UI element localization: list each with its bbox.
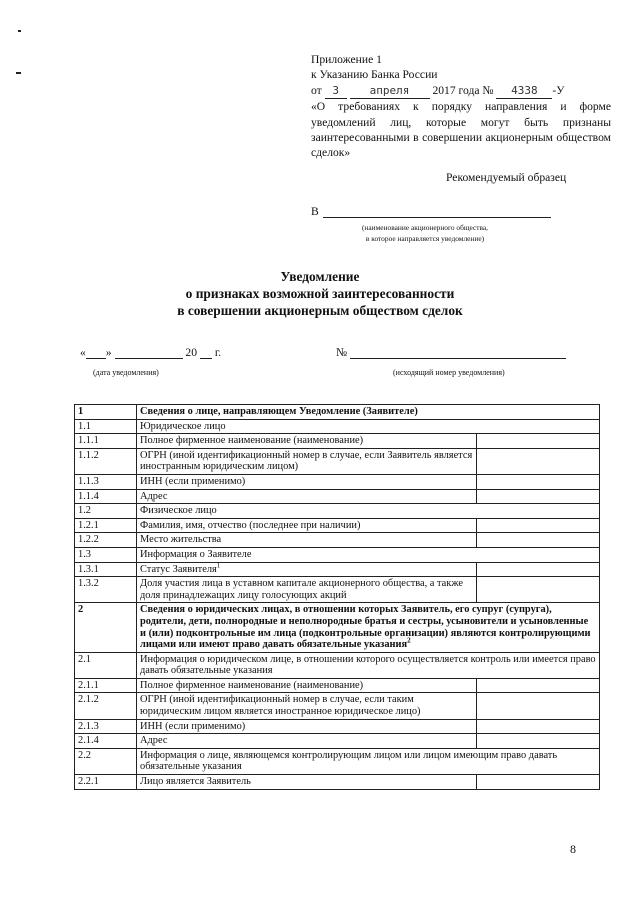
row-label-text: Место жительства <box>140 534 222 546</box>
row-number: 2.1.3 <box>75 719 137 734</box>
date-close-quote: » <box>105 346 112 359</box>
row-value-cell[interactable] <box>477 734 600 749</box>
year-prefix: 20 <box>185 346 197 359</box>
table-row <box>75 434 600 449</box>
row-label <box>137 405 600 420</box>
row-label <box>137 734 477 749</box>
row-label-text: Адрес <box>140 735 168 747</box>
addressee-caption-2: в которое направляется уведомление) <box>365 234 485 243</box>
addressee-label: В <box>311 205 319 218</box>
row-number: 1.3 <box>75 547 137 562</box>
row-number: 1.2 <box>75 504 137 519</box>
row-label <box>137 547 600 562</box>
row-label-text: Доля участия лица в уставном капитале акционерного общества, а также доля принадлежащих лицу голосующих акций <box>140 578 463 601</box>
row-number: 1 <box>75 405 137 420</box>
day-field: 3 <box>325 83 347 99</box>
month-blank <box>115 347 183 359</box>
appendix-line2: к Указанию Банка России <box>311 68 438 82</box>
row-label <box>137 489 477 504</box>
title-line2: о признаках возможной заинтересованности <box>185 286 455 301</box>
addressee-blank <box>323 205 551 218</box>
outgoing-blank <box>350 347 566 359</box>
row-number: 1.2.1 <box>75 518 137 533</box>
row-label <box>137 652 600 678</box>
table-row <box>75 518 600 533</box>
row-number: 2.1.2 <box>75 693 137 719</box>
row-number: 2.2 <box>75 748 137 774</box>
year-text: 2017 года <box>432 83 480 97</box>
row-label-text: Полное фирменное наименование (наименование) <box>140 435 364 447</box>
table-row <box>75 547 600 562</box>
table-row <box>75 652 600 678</box>
title-line3: в совершении акционерным обществом сделок <box>177 303 463 318</box>
row-label-text: Сведения о лице, направляющем Уведомление (Заявителе) <box>140 406 418 417</box>
appendix-subject: «О требованиях к порядку направления и форме уведомлений лиц, которые могут быть признаны заинтересованными в совершении акционерным обществом сделок» <box>311 100 611 160</box>
row-label-text: Фамилия, имя, отчество (последнее при наличии) <box>140 519 361 531</box>
row-label <box>137 577 477 603</box>
row-label-text: Информация о юридическом лице, в отношении которого осуществляется контроль или имеется право давать обязательные указания <box>140 653 596 677</box>
row-label <box>137 448 477 474</box>
page-number: 8 <box>570 842 576 856</box>
row-value-cell[interactable] <box>477 434 600 449</box>
row-number: 2.1.1 <box>75 678 137 693</box>
table-row <box>75 719 600 734</box>
row-value-cell[interactable] <box>477 448 600 474</box>
footnote-mark: 1 <box>216 561 221 570</box>
addressee-caption <box>325 222 525 244</box>
row-label-text: ОГРН (иной идентификационный номер в случае, если Заявитель является иностранным юридическим лицом) <box>140 449 473 473</box>
table-row <box>75 448 600 474</box>
footnote-mark: 2 <box>407 636 411 645</box>
row-label-text: Информация о лице, являющемся контролирующим лицом или лицом имеющим право давать обязательные указания <box>140 749 558 773</box>
title-line1: Уведомление <box>280 269 360 284</box>
row-value-cell[interactable] <box>477 562 600 577</box>
number-label: № <box>482 83 494 97</box>
date-caption: (дата уведомления) <box>93 368 159 377</box>
scan-mark <box>18 30 21 32</box>
row-label <box>137 518 477 533</box>
row-label <box>137 419 600 434</box>
row-number: 1.1.4 <box>75 489 137 504</box>
table-row <box>75 504 600 519</box>
day-blank <box>86 347 106 359</box>
row-number: 2.1.4 <box>75 734 137 749</box>
row-value-cell[interactable] <box>477 719 600 734</box>
row-label-text: Информация о Заявителе <box>140 548 252 560</box>
row-value-cell[interactable] <box>477 518 600 533</box>
row-label <box>137 504 600 519</box>
row-label-text: ИНН (если применимо) <box>140 475 246 487</box>
number-field: 4338 <box>496 83 552 99</box>
outgoing-caption: (исходящий номер уведомления) <box>393 368 505 377</box>
table-row <box>75 577 600 603</box>
table-row <box>75 748 600 774</box>
row-number: 2 <box>75 603 137 652</box>
table-row <box>75 734 600 749</box>
row-value-cell[interactable] <box>477 775 600 790</box>
table-row <box>75 405 600 420</box>
row-label <box>137 719 477 734</box>
appendix-date-line <box>311 83 611 99</box>
table-row <box>75 775 600 790</box>
outgoing-number-line <box>336 346 566 359</box>
row-number: 1.3.2 <box>75 577 137 603</box>
date-open-quote: « <box>80 346 86 359</box>
row-number: 1.1 <box>75 419 137 434</box>
row-label-text: Статус Заявителя <box>140 563 217 575</box>
year-blank <box>200 347 212 359</box>
from-label: от <box>311 83 322 97</box>
row-label <box>137 693 477 719</box>
addressee-caption-1: (наименование акционерного общества, <box>361 223 489 232</box>
row-value-cell[interactable] <box>477 577 600 603</box>
recommended-sample: Рекомендуемый образец <box>446 171 567 184</box>
row-label-text: Полное фирменное наименование (наименование) <box>140 679 364 691</box>
row-number: 1.2.2 <box>75 533 137 548</box>
row-label-text: ОГРН (иной идентификационный номер в случае, если таким юридическим лицом является иностранное юридическое лицо) <box>140 694 421 718</box>
row-label <box>137 562 477 577</box>
row-label-text: Лицо является Заявитель <box>140 776 251 788</box>
row-label <box>137 434 477 449</box>
appendix-line1: Приложение 1 <box>311 53 382 66</box>
notification-table <box>74 404 600 790</box>
table-row <box>75 489 600 504</box>
table-row <box>75 678 600 693</box>
table-row <box>75 693 600 719</box>
row-label-text: Сведения о юридических лицах, в отношении которых Заявитель, его супруг (супруга), родители, дети, полнородные и неполнородные братья и сестры, усыновители и усыновленные и (или) подконтрольные им лица (подконтрольные организации) являются контролирующими лицами или имеют право давать обязательные указания <box>140 604 591 651</box>
table-row <box>75 603 600 652</box>
row-value-cell[interactable] <box>477 489 600 504</box>
year-suffix: г. <box>214 346 222 359</box>
row-number: 1.1.3 <box>75 474 137 489</box>
row-label <box>137 474 477 489</box>
addressee-line <box>311 205 551 218</box>
table-row <box>75 474 600 489</box>
row-number: 1.1.1 <box>75 434 137 449</box>
row-label-text: Физическое лицо <box>140 505 217 517</box>
row-number: 1.1.2 <box>75 448 137 474</box>
row-value-cell[interactable] <box>477 678 600 693</box>
row-label <box>137 775 477 790</box>
scan-mark <box>16 72 21 74</box>
table-row <box>75 419 600 434</box>
row-number: 2.1 <box>75 652 137 678</box>
row-label-text: ИНН (если применимо) <box>140 720 246 732</box>
row-value-cell[interactable] <box>477 474 600 489</box>
month-field: апреля <box>350 83 430 99</box>
table-row <box>75 562 600 577</box>
table-row <box>75 533 600 548</box>
number-suffix: -У <box>552 83 565 97</box>
row-label-text: Адрес <box>140 490 168 502</box>
row-number: 2.2.1 <box>75 775 137 790</box>
row-label <box>137 748 600 774</box>
appendix-block <box>311 52 611 161</box>
row-value-cell[interactable] <box>477 693 600 719</box>
document-title <box>120 268 520 319</box>
row-label <box>137 533 477 548</box>
outgoing-label: № <box>336 346 348 359</box>
row-label <box>137 603 600 652</box>
row-number: 1.3.1 <box>75 562 137 577</box>
date-line <box>80 346 221 359</box>
row-label-text: Юридическое лицо <box>140 420 226 432</box>
row-label <box>137 678 477 693</box>
row-value-cell[interactable] <box>477 533 600 548</box>
